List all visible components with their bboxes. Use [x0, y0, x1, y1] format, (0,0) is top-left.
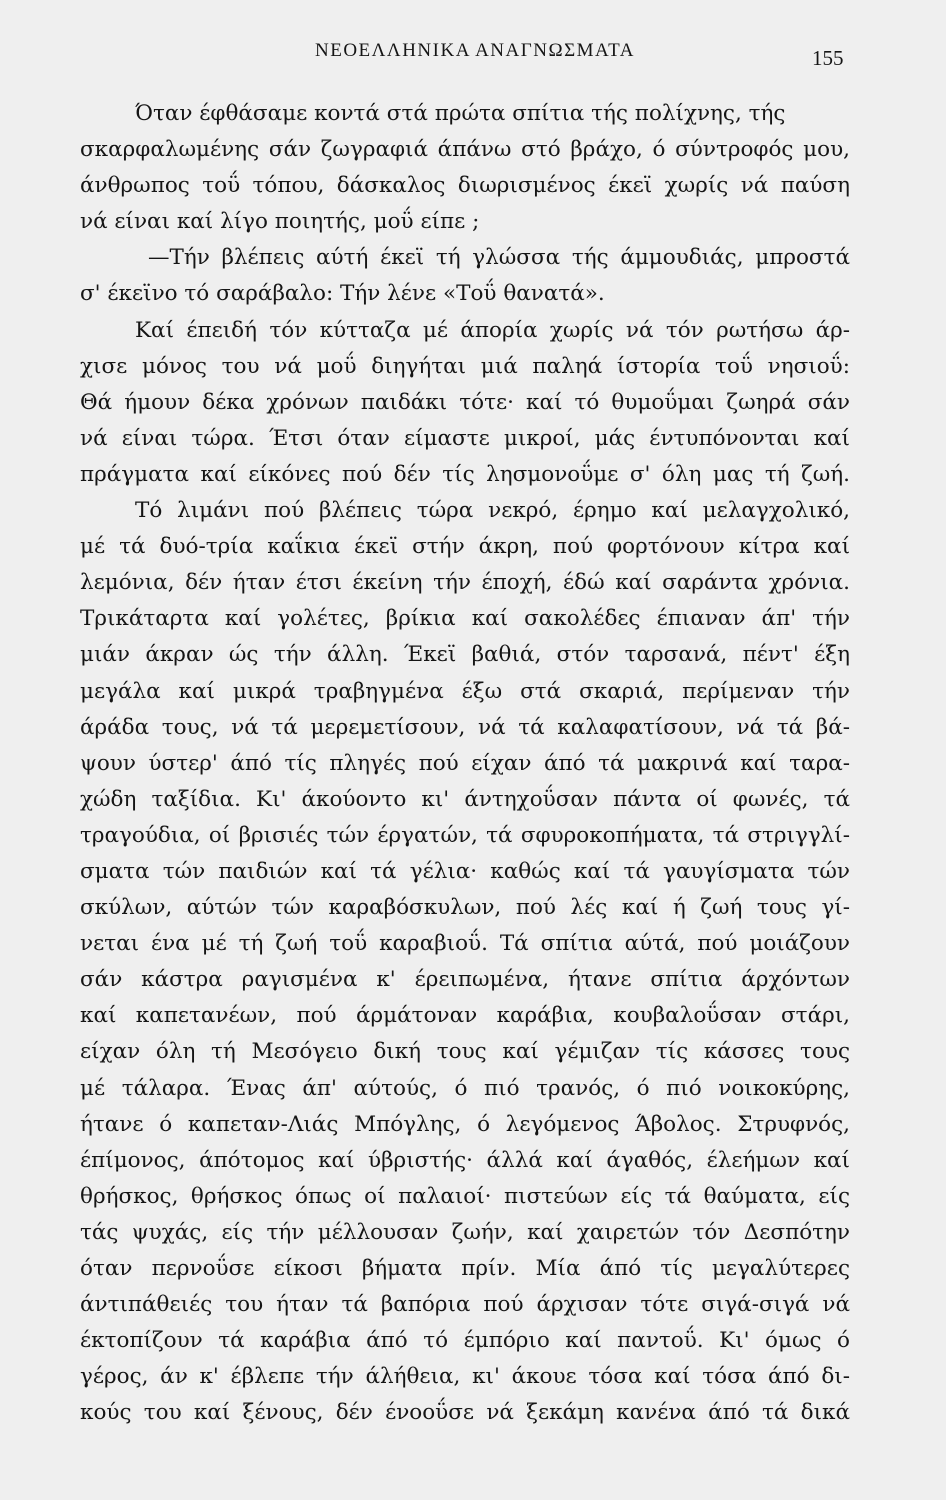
- text-line: σάν κάστρα ραγισμένα κ' έρειπωμένα, ήτανε σπίτια άρχόντων: [80, 967, 850, 993]
- text-line: νεται ένα μέ τή ζωή τοΰ καραβιοΰ. Τά σπίτια αύτά, πού μοιάζουν: [80, 931, 850, 957]
- text-line: έκτοπίζουν τά καράβια άπό τό έμπόριο καί παντοΰ. Κι' όμως ό: [80, 1328, 850, 1354]
- text-line: κούς του καί ξένους, δέν ένοοΰσε νά ξεκάμη κανένα άπό τά δικά: [80, 1400, 850, 1426]
- text-line: άντιπάθειές του ήταν τά βαπόρια πού άρχισαν τότε σιγά-σιγά νά: [80, 1292, 850, 1318]
- text-line: Θά ήμουν δέκα χρόνων παιδάκι τότε· καί τό θυμοΰμαι ζωηρά σάν: [80, 389, 850, 415]
- text-line: τραγούδια, οί βρισιές τών έργατών, τά σφυροκοπήματα, τά στριγγλί-: [80, 822, 850, 848]
- text-line: μέ τάλαρα. Ένας άπ' αύτούς, ό πιό τρανός, ό πιό νοικοκύρης,: [80, 1075, 850, 1101]
- header-title: ΝΕΟΕΛΛΗΝΙΚΑ ΑΝΑΓΝΩΣΜΑΤΑ: [315, 40, 635, 61]
- text-line: μεγάλα καί μικρά τραβηγμένα έξω στά σκαριά, περίμεναν τήν: [80, 678, 850, 704]
- text-line: καί καπετανέων, πού άρμάτοναν καράβια, κουβαλοΰσαν στάρι,: [80, 1003, 850, 1029]
- text-line: θρήσκος, θρήσκος όπως οί παλαιοί· πιστεύων είς τά θαύματα, είς: [80, 1183, 850, 1209]
- text-line: μέ τά δυό-τρία καΐκια έκεϊ στήν άκρη, πού φορτόνουν κίτρα καί: [80, 534, 850, 560]
- text-line: Τρικάταρτα καί γολέτες, βρίκια καί σακολέδες έπιαναν άπ' τήν: [80, 606, 850, 632]
- text-line: Όταν έφθάσαμε κοντά στά πρώτα σπίτια τής πολίχνης, τής: [135, 101, 786, 126]
- text-line: σκαρφαλωμένης σάν ζωγραφιά άπάνω στό βράχο, ό σύντροφός μου,: [80, 137, 850, 163]
- running-header: [0, 40, 946, 70]
- page-body-text: [80, 96, 850, 1431]
- text-line: Τό λιμάνι πού βλέπεις τώρα νεκρό, έρημο καί μελαγχολικό,: [135, 498, 850, 524]
- text-line: έπίμονος, άπότομος καί ύβριστής· άλλά καί άγαθός, έλεήμων καί: [80, 1147, 850, 1173]
- text-line: πράγματα καί είκόνες πού δέν τίς λησμονοΰμε σ' όλη μας τή ζωή.: [80, 461, 850, 487]
- text-line: νά είναι τώρα. Έτσι όταν είμαστε μικροί, μάς έντυπόνονται καί: [80, 425, 850, 451]
- text-line: σματα τών παιδιών καί τά γέλια· καθώς καί τά γαυγίσματα τών: [80, 858, 850, 884]
- page-number: 155: [812, 46, 844, 70]
- text-line: λεμόνια, δέν ήταν έτσι έκείνη τήν έποχή, έδώ καί σαράντα χρόνια.: [80, 570, 850, 596]
- text-line: είχαν όλη τή Μεσόγειο δική τους καί γέμιζαν τίς κάσσες τους: [80, 1039, 850, 1065]
- text-line: μιάν άκραν ώς τήν άλλη. Έκεϊ βαθιά, στόν ταρσανά, πέντ' έξη: [80, 642, 850, 668]
- text-line: ήτανε ό καπεταν-Λιάς Μπόγλης, ό λεγόμενος Άβολος. Στρυφνός,: [80, 1111, 850, 1137]
- text-line: τάς ψυχάς, είς τήν μέλλουσαν ζωήν, καί χαιρετών τόν Δεσπότην: [80, 1219, 850, 1245]
- text-line: όταν περνοΰσε είκοσι βήματα πρίν. Μία άπό τίς μεγαλύτερες: [80, 1256, 850, 1281]
- text-line: χισε μόνος του νά μοΰ διηγήται μιά παληά ίστορία τοΰ νησιοΰ:: [80, 353, 850, 379]
- text-line: Καί έπειδή τόν κύτταζα μέ άπορία χωρίς νά τόν ρωτήσω άρ-: [135, 317, 850, 343]
- text-line: σκύλων, αύτών τών καραβόσκυλων, πού λές καί ή ζωή τους γί-: [80, 895, 850, 921]
- text-line: σ' έκεϊνο τό σαράβαλο: Τήν λένε «Τοΰ θανατά».: [80, 281, 605, 307]
- text-line: γέρος, άν κ' έβλεπε τήν άλήθεια, κι' άκουε τόσα καί τόσα άπό δι-: [80, 1364, 850, 1390]
- text-line: χώδη ταξίδια. Κι' άκούοντο κι' άντηχοΰσαν πάντα οί φωνές, τά: [80, 786, 850, 812]
- text-line: νά είναι καί λίγο ποιητής, μοΰ είπε ;: [80, 209, 480, 235]
- text-line: άράδα τους, νά τά μερεμετίσουν, νά τά καλαφατίσουν, νά τά βά-: [80, 714, 850, 740]
- text-line: ψουν ύστερ' άπό τίς πληγές πού είχαν άπό τά μακρινά καί ταρα-: [80, 750, 850, 776]
- text-line: άνθρωπος τοΰ τόπου, δάσκαλος διωρισμένος έκεϊ χωρίς νά παύση: [80, 173, 850, 199]
- text-line: —Τήν βλέπεις αύτή έκεϊ τή γλώσσα τής άμμουδιάς, μπροστά: [148, 245, 850, 271]
